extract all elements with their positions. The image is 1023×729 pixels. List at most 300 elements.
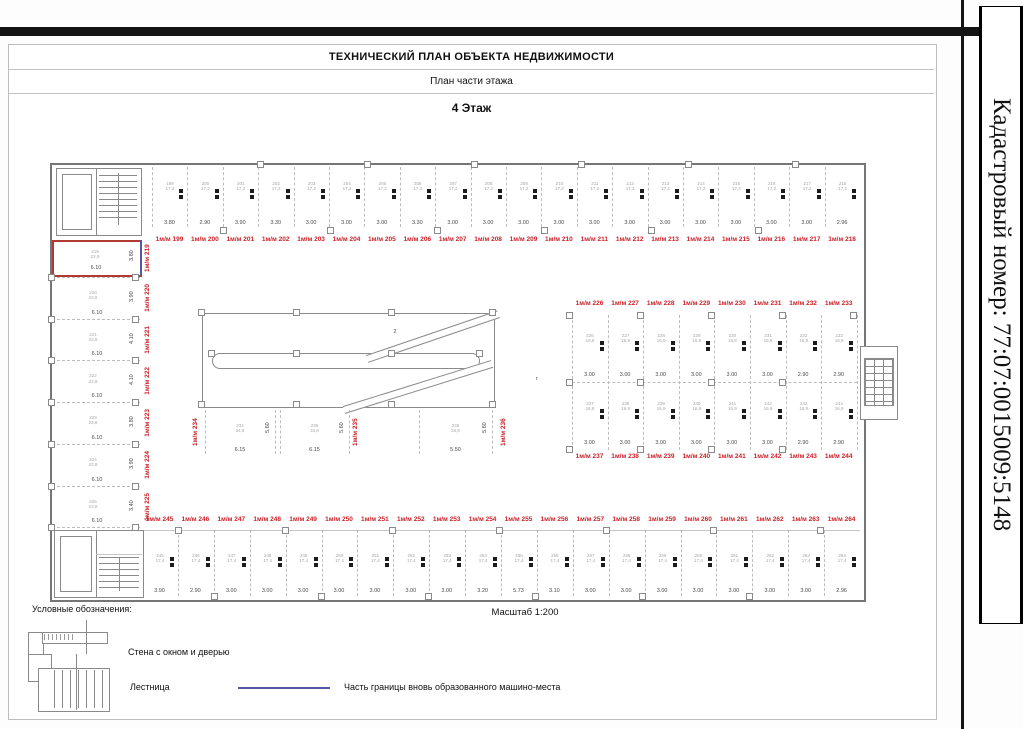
space-area-note: 223 23,8: [88, 415, 98, 426]
column-marker: [648, 227, 655, 234]
space-area-note: 205 17,2: [378, 181, 387, 192]
dimension-label: 3.80: [129, 250, 135, 262]
door-marker: [710, 189, 714, 193]
parking-divider: [250, 530, 251, 596]
parking-divider: [178, 530, 179, 596]
door-marker: [780, 557, 784, 561]
space-area-note: 252 17,4: [406, 553, 416, 564]
dimension-label: 3.00: [518, 220, 529, 226]
space-area-note: 254 17,4: [478, 553, 488, 564]
space-area-note: 230 16,9: [728, 333, 737, 344]
door-marker: [813, 409, 817, 413]
boundary-line-sample: [238, 687, 330, 689]
door-marker: [781, 189, 785, 193]
space-area-note: 237 16,9: [585, 401, 595, 412]
door-marker: [493, 557, 497, 561]
space-area-note: 235 34,6: [310, 423, 319, 434]
parking-space-label: 1м/м 256: [540, 516, 569, 523]
dimension-label: 6.10: [91, 434, 103, 441]
parking-space-label: 1м/м 254: [468, 516, 497, 523]
dimension-label: 4.10: [129, 333, 135, 345]
column-marker: [132, 316, 139, 323]
space-area-note: 228 16,9: [656, 333, 666, 344]
window-hatch: [44, 634, 74, 640]
parking-divider: [752, 530, 753, 596]
parking-space-label: 1м/м 224: [144, 450, 151, 479]
dimension-label: 6.10: [91, 518, 103, 525]
space-area-note: 217 17,2: [802, 181, 812, 192]
parking-divider: [501, 530, 502, 596]
dimension-label: 6.10: [90, 265, 102, 271]
column-marker: [293, 401, 300, 408]
dimension-label: 5.60: [265, 422, 271, 434]
dimension-label: 3.00: [305, 220, 317, 226]
parking-space-label: 1м/м 220: [144, 284, 151, 312]
parking-space-label: 1м/м 212: [615, 236, 644, 243]
parking-divider: [824, 530, 825, 596]
dimension-label: 3.00: [765, 220, 777, 226]
dimension-label: 3.80: [164, 220, 175, 226]
parking-space-label: 1м/м 217: [792, 236, 821, 243]
dimension-label: 3.30: [411, 220, 423, 226]
column-marker: [471, 161, 478, 168]
column-marker: [48, 316, 55, 323]
parking-divider: [789, 167, 790, 227]
parking-divider: [393, 530, 394, 596]
space-area-note: 241 16,9: [728, 401, 737, 412]
east-stair-treads: [864, 358, 894, 406]
dimension-label: 4.10: [129, 375, 135, 386]
parking-divider: [275, 410, 276, 454]
dimension-label: 2.90: [797, 440, 809, 446]
door-marker: [744, 557, 748, 561]
wall-window-door-icon: [28, 620, 118, 656]
column-marker: [541, 227, 548, 234]
parking-space-label: 1м/м 240: [682, 453, 711, 460]
parking-divider: [718, 167, 719, 227]
space-area-note: 219 22,9: [90, 249, 100, 260]
parking-space-label: 1м/м 235: [352, 418, 359, 446]
space-area-note: 201 17,2: [236, 181, 246, 192]
parking-space-label: 1м/м 201: [226, 236, 255, 243]
parking-space-label: 1м/м 250: [325, 516, 353, 523]
title-row: [9, 45, 934, 70]
space-area-note: 258 17,4: [622, 553, 632, 564]
door-marker: [601, 557, 605, 561]
parking-divider: [825, 167, 826, 227]
column-marker: [637, 312, 644, 319]
door-marker: [421, 557, 425, 561]
parking-divider: [648, 167, 649, 227]
door-marker: [778, 341, 782, 345]
parking-divider: [716, 530, 717, 596]
scale-label: Масштаб 1:200: [491, 607, 559, 618]
space-area-note: 243 16,9: [799, 401, 808, 412]
parking-space-label: 1м/м 207: [438, 236, 467, 243]
door-marker: [314, 557, 318, 561]
space-area-note: 229 16,9: [692, 333, 702, 344]
dimension-label: 3.00: [692, 588, 704, 594]
parking-divider: [187, 167, 188, 227]
door-marker: [278, 557, 282, 561]
door-marker: [742, 341, 746, 345]
space-area-note: 248 17,4: [263, 553, 273, 564]
dimension-label: 5.60: [482, 422, 488, 434]
parking-divider: [280, 410, 281, 454]
parking-space-label: 1м/м 213: [651, 236, 679, 243]
parking-space-label: 1м/м 261: [720, 516, 748, 523]
dimension-label: 3.00: [619, 372, 631, 378]
room-note: г: [535, 376, 538, 382]
space-area-note: 221 23,8: [88, 331, 98, 342]
parking-space-label: 1м/м 243: [789, 453, 817, 460]
parking-space-label: 1м/м 229: [682, 300, 711, 307]
parking-space-label: 1м/м 253: [432, 516, 461, 523]
parking-divider: [223, 167, 224, 227]
parking-divider: [681, 530, 682, 596]
parking-divider: [612, 167, 613, 227]
space-area-note: 249 17,4: [299, 553, 308, 564]
column-marker: [637, 379, 644, 386]
highlighted-space-label: 1м/м 219: [144, 244, 151, 272]
column-marker: [637, 446, 644, 453]
door-marker: [600, 409, 604, 413]
parking-space-label: 1м/м 202: [261, 236, 290, 243]
door-marker: [706, 409, 710, 413]
dimension-label: 3.00: [695, 220, 706, 226]
dimension-label: 3.90: [129, 458, 135, 470]
column-marker: [708, 312, 715, 319]
space-area-note: 239 16,9: [656, 401, 666, 412]
parking-divider: [152, 167, 153, 227]
dimension-label: 6.10: [91, 476, 103, 483]
column-marker: [779, 446, 786, 453]
dimension-label: 3.00: [376, 220, 388, 226]
dimension-label: 3.80: [129, 416, 135, 428]
parking-divider: [52, 277, 140, 278]
parking-divider: [465, 530, 466, 596]
stairs-legend-label: Лестница: [130, 682, 170, 692]
door-marker: [604, 189, 608, 193]
column-marker: [389, 527, 396, 534]
parking-space-label: 1м/м 215: [722, 236, 750, 243]
dimension-label: 3.00: [762, 372, 773, 378]
dimension-label: 3.40: [129, 500, 135, 511]
dimension-label: 3.00: [726, 440, 738, 446]
parking-divider: [573, 530, 574, 596]
space-area-note: 247 17,4: [227, 553, 237, 564]
parking-divider: [286, 530, 287, 596]
door-marker: [635, 409, 639, 413]
column-marker: [198, 309, 205, 316]
column-marker: [318, 593, 325, 600]
dimension-label: 3.00: [620, 588, 632, 594]
parking-space-label: 1м/м 255: [504, 516, 533, 523]
column-marker: [257, 161, 264, 168]
cadastral-number-text: Кадастровый номер: 77:07:0015009:5148: [988, 98, 1015, 532]
parking-divider: [357, 530, 358, 596]
boundary-legend-label: Часть границы вновь образованного машино-места: [344, 682, 561, 692]
column-marker: [48, 357, 55, 364]
floor-plan: [50, 163, 866, 602]
column-marker: [685, 161, 692, 168]
door-marker: [170, 557, 174, 561]
space-area-note: 231 16,9: [763, 333, 773, 344]
column-marker: [132, 357, 139, 364]
parking-divider: [683, 167, 684, 227]
northwest-stair-line: [118, 173, 119, 225]
column-marker: [175, 527, 182, 534]
stairs-icon-guide: [76, 654, 77, 710]
dimension-label: 5.60: [339, 422, 345, 434]
dimension-label: 3.00: [659, 220, 671, 226]
parking-divider: [492, 410, 493, 454]
column-marker: [211, 593, 218, 600]
door-marker: [565, 557, 569, 561]
column-marker: [48, 399, 55, 406]
parking-space-label: 1м/м 218: [828, 236, 856, 243]
door-marker: [706, 341, 710, 345]
parking-space-label: 1м/м 238: [611, 453, 639, 460]
column-marker: [566, 446, 573, 453]
space-area-note: 240 16,9: [692, 401, 702, 412]
dimension-label: 3.00: [297, 588, 309, 594]
space-area-note: 215 17,2: [732, 181, 741, 192]
space-area-note: 222 23,8: [88, 373, 98, 384]
parking-space-label: 1м/м 226: [575, 300, 604, 307]
door-marker: [778, 409, 782, 413]
space-area-note: 227 16,9: [621, 333, 630, 344]
parking-divider: [577, 167, 578, 227]
document-title: ТЕХНИЧЕСКИЙ ПЛАН ОБЪЕКТА НЕДВИЖИМОСТИ: [328, 51, 615, 63]
door-marker: [708, 557, 712, 561]
column-marker: [364, 161, 371, 168]
door-marker: [746, 189, 750, 193]
column-marker: [327, 227, 334, 234]
space-area-note: 213 17,2: [661, 181, 670, 192]
space-area-note: 251 17,4: [371, 553, 380, 564]
column-marker: [532, 593, 539, 600]
door-marker: [852, 557, 856, 561]
parking-divider: [429, 530, 430, 596]
southwest-room-inner: [60, 536, 92, 592]
door-marker: [463, 189, 467, 193]
space-area-note: 253 17,4: [442, 553, 452, 564]
dimension-label: 3.00: [690, 440, 702, 446]
space-area-note: 200 17,2: [201, 181, 210, 192]
southwest-stair-line: [119, 557, 120, 591]
door-marker: [635, 341, 639, 345]
space-area-note: 210 17,2: [555, 181, 564, 192]
door-marker: [569, 189, 573, 193]
column-marker: [132, 441, 139, 448]
door-marker: [427, 189, 431, 193]
dimension-label: 3.00: [655, 372, 667, 378]
dimension-label: 3.00: [619, 440, 631, 446]
door-marker: [529, 557, 533, 561]
dimension-label: 3.10: [549, 588, 560, 594]
door-marker: [321, 189, 325, 193]
column-marker: [850, 312, 857, 319]
parking-space-label: 1м/м 249: [289, 516, 317, 523]
column-marker: [48, 483, 55, 490]
door-marker: [498, 189, 502, 193]
dimension-label: 3.00: [764, 588, 776, 594]
column-marker: [639, 593, 646, 600]
parking-space-label: 1м/м 230: [718, 300, 746, 307]
door-marker: [852, 189, 856, 193]
door-marker: [671, 409, 675, 413]
parking-divider: [754, 167, 755, 227]
parking-divider: [435, 167, 436, 227]
column-marker: [48, 441, 55, 448]
door-marker: [457, 557, 461, 561]
space-area-note: 209 17,2: [519, 181, 529, 192]
parking-space-label: 1м/м 216: [757, 236, 786, 243]
cadastral-number-sidebar: [979, 6, 1023, 624]
door-marker: [533, 189, 537, 193]
dimension-label: 3.30: [270, 220, 282, 226]
column-marker: [710, 527, 717, 534]
parking-space-label: 1м/м 236: [500, 418, 507, 446]
door-marker: [673, 557, 677, 561]
column-marker: [48, 274, 55, 281]
parking-space-label: 1м/м 237: [575, 453, 604, 460]
dimension-label: 5.73: [513, 588, 524, 594]
parking-space-label: 1м/м 214: [686, 236, 715, 243]
door-marker: [242, 557, 246, 561]
parking-divider: [537, 530, 538, 596]
dimension-label: 6.15: [234, 447, 246, 453]
parking-space-label: 1м/м 263: [791, 516, 820, 523]
dimension-label: 2.90: [833, 440, 845, 446]
dimension-label: 3.00: [726, 372, 738, 378]
column-marker: [755, 227, 762, 234]
parking-space-label: 1м/м 245: [145, 516, 174, 523]
parking-divider: [541, 167, 542, 227]
dimension-label: 3.20: [477, 588, 488, 594]
parking-space-label: 1м/м 227: [611, 300, 639, 307]
column-marker: [489, 401, 496, 408]
parking-space-label: 1м/м 203: [297, 236, 325, 243]
column-marker: [476, 350, 483, 357]
space-area-note: 245 17,4: [155, 553, 165, 564]
dimension-label: 6.15: [309, 447, 320, 453]
column-marker: [208, 350, 215, 357]
parking-space-label: 1м/м 199: [155, 236, 184, 243]
floor-label: 4 Этаж: [451, 101, 492, 115]
door-marker: [742, 409, 746, 413]
dimension-label: 3.00: [584, 588, 596, 594]
parking-space-label: 1м/м 223: [144, 409, 151, 437]
space-area-note: 263 17,4: [801, 553, 811, 564]
door-marker: [392, 189, 396, 193]
parking-divider: [349, 410, 350, 454]
dimension-label: 3.00: [341, 220, 352, 226]
parking-space-label: 1м/м 232: [789, 300, 817, 307]
parking-space-label: 1м/м 244: [824, 453, 853, 460]
door-marker: [640, 189, 644, 193]
door-marker: [813, 341, 817, 345]
space-area-note: 233 16,9: [834, 333, 844, 344]
space-area-note: 202 17,2: [271, 181, 281, 192]
door-marker: [356, 189, 360, 193]
space-area-note: 232 16,9: [799, 333, 808, 344]
dimension-label: 3.00: [624, 220, 636, 226]
stairs-icon: [28, 654, 118, 716]
space-area-note: 212 17,2: [625, 181, 635, 192]
dimension-label: 3.00: [482, 220, 494, 226]
space-area-note: 204 17,2: [342, 181, 352, 192]
door-marker: [250, 189, 254, 193]
space-area-note: 264 17,4: [837, 553, 847, 564]
parking-divider: [294, 167, 295, 227]
dimension-label: 3.00: [800, 588, 812, 594]
dimension-label: 5.50: [450, 447, 461, 453]
parking-space-label: 1м/м 241: [718, 453, 746, 460]
door-marker: [675, 189, 679, 193]
space-area-note: 218 17,2: [838, 181, 847, 192]
parking-divider: [609, 530, 610, 596]
parking-divider: [322, 530, 323, 596]
space-area-note: 199 17,2: [165, 181, 175, 192]
dimension-label: 2.90: [797, 372, 809, 378]
space-area-note: 214 17,2: [696, 181, 706, 192]
space-area-note: 238 16,9: [621, 401, 630, 412]
column-marker: [708, 446, 715, 453]
parking-space-label: 1м/м 225: [144, 492, 151, 521]
parking-space-label: 1м/м 205: [368, 236, 396, 243]
northwest-room-inner: [62, 174, 92, 230]
space-area-note: 211 17,2: [590, 181, 600, 192]
dimension-label: 3.00: [261, 588, 273, 594]
parking-divider: [52, 444, 140, 445]
space-area-note: 236 34,6: [451, 423, 460, 434]
column-marker: [282, 527, 289, 534]
parking-space-label: 1м/м 210: [545, 236, 573, 243]
column-marker: [388, 401, 395, 408]
dimension-label: 2.90: [199, 220, 211, 226]
parking-space-label: 1м/м 264: [827, 516, 856, 523]
parking-space-label: 1м/м 242: [753, 453, 782, 460]
dimension-label: 3.00: [730, 220, 742, 226]
space-area-note: 246 17,4: [191, 553, 201, 564]
column-marker: [434, 227, 441, 234]
parking-divider: [214, 530, 215, 596]
door-marker: [179, 189, 183, 193]
dimension-label: 3.00: [728, 588, 740, 594]
column-marker: [132, 524, 139, 531]
space-area-note: 244 16,9: [834, 401, 844, 412]
parking-space-label: 1м/м 247: [217, 516, 246, 523]
dimension-label: 2.96: [836, 588, 847, 594]
column-marker: [496, 527, 503, 534]
parking-divider: [52, 360, 140, 361]
door-marker: [817, 189, 821, 193]
parking-divider: [52, 527, 140, 528]
parking-divider: [364, 167, 365, 227]
parking-space-label: 1м/м 260: [684, 516, 712, 523]
parking-space-label: 1м/м 239: [646, 453, 675, 460]
parking-divider: [506, 167, 507, 227]
space-area-note: 255 17,4: [514, 553, 524, 564]
page-top-border: [0, 27, 981, 36]
dimension-label: 3.00: [584, 440, 595, 446]
parking-space-label: 1м/м 204: [332, 236, 361, 243]
dimension-label: 3.00: [225, 588, 237, 594]
door-marker: [349, 557, 353, 561]
parking-space-label: 1м/м 209: [509, 236, 538, 243]
